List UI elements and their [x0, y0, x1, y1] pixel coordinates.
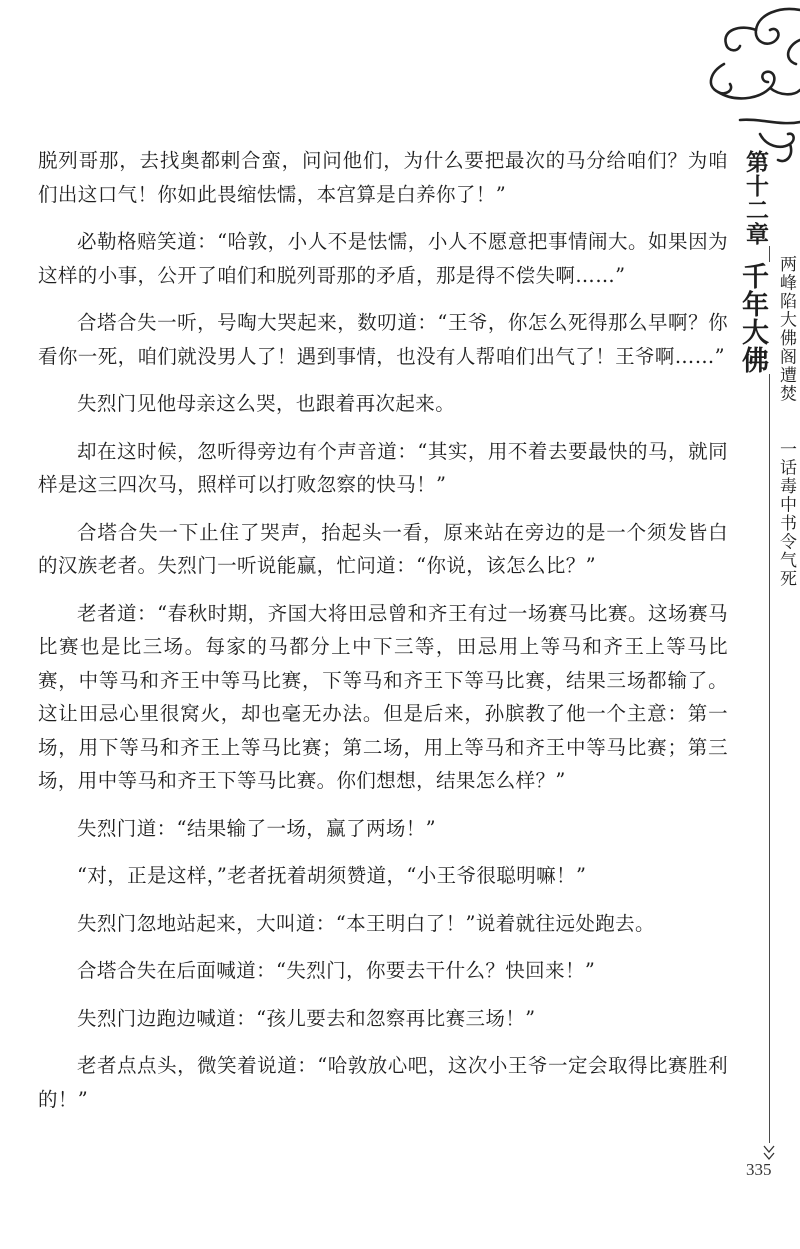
- paragraph: 失烈门忽地站起来，大叫道：“本王明白了！”说着就往远处跑去。: [77, 911, 655, 935]
- paragraph: “对，正是这样，”老者抚着胡须赞道，“小王爷很聪明嘛！”: [77, 864, 587, 887]
- chapter-title: 千年大佛: [742, 262, 772, 374]
- chapter-number: 第十二章: [742, 150, 772, 246]
- paragraph: 合塔合失一听，号啕大哭起来，数叨道：“王爷，你怎么死得那么早啊？你看你一死，咱们就没男人了！遇到事情，也没有人帮咱们出气了！王爷啊……”: [38, 311, 728, 368]
- paragraph: 脱列哥那，去找奥都剌合蛮，问问他们，为什么要把最次的马分给咱们？为咱们出这口气！你如此畏缩怯懦，本宫算是白养你了！”: [38, 149, 728, 206]
- paragraph: 失烈门见他母亲这么哭，也跟着再次起来。: [77, 392, 456, 415]
- page-number: 335: [746, 1160, 772, 1179]
- chapter-subtitle-1: 两峰陷大佛阁遭焚: [776, 255, 796, 403]
- chapter-subtitle-2: 一话毒中书令气死: [776, 440, 796, 588]
- body-text: [38, 144, 728, 1130]
- paragraph: 老者道：“春秋时期，齐国大将田忌曾和齐王有过一场赛马比赛。这场赛马比赛也是比三场。每家的马都分上中下三等，田忌用上等马和齐王上等马比赛，中等马和齐王中等马比赛，下等马和齐王下等马比赛，结果三场都输了。这让田忌心里很窝火，却也毫无办法。但是后来，孙膑教了他一个主意：第一场，用下等马和齐王上等马比赛；第二场，用上等马和齐王中等马比赛；第三场，用中等马和齐王下等马比赛。你们想想，结果怎么样？”: [38, 601, 728, 792]
- paragraph: 合塔合失一下止住了哭声，抬起头一看，原来站在旁边的是一个须发皆白的汉族老者。失烈门一听说能赢，忙问道：“你说，该怎么比？”: [38, 520, 728, 577]
- paragraph: 失烈门边跑边喊道：“孩儿要去和忽察再比赛三场！”: [77, 1006, 536, 1030]
- paragraph: 老者点点头，微笑着说道：“哈敦放心吧，这次小王爷一定会取得比赛胜利的！”: [38, 1054, 728, 1111]
- paragraph: 失烈门道：“结果输了一场，赢了两场！”: [77, 816, 437, 840]
- paragraph: 必勒格赔笑道：“哈敦，小人不是怯懦，小人不愿意把事情闹大。如果因为这样的小事，公开了咱们和脱列哥那的矛盾，那是得不偿失啊……”: [38, 230, 728, 287]
- paragraph: 却在这时候，忽听得旁边有个声音道：“其实，用不着去要最快的马，就同样是这三四次马，照样可以打败忽察的快马！”: [38, 439, 728, 496]
- paragraph: 合塔合失在后面喊道：“失烈门，你要去干什么？快回来！”: [77, 959, 596, 982]
